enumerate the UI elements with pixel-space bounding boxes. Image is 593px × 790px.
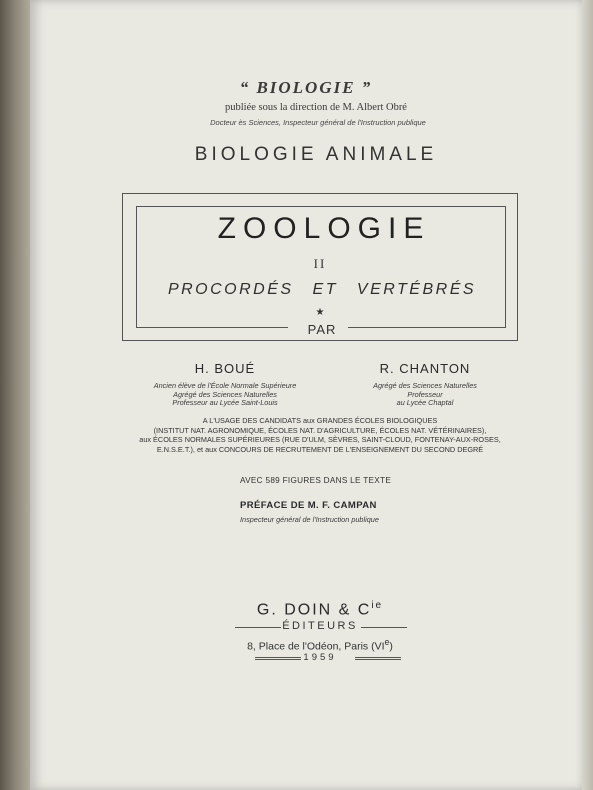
series-publisher-line: publiée sous la direction de M. Albert Obré: [225, 102, 407, 113]
audience-line: A L'USAGE DES CANDIDATS aux GRANDES ÉCOLES BIOLOGIQUES: [202, 416, 438, 425]
author-boue: [130, 361, 320, 408]
author-credential: Agrégé des Sciences Naturelles: [173, 389, 277, 399]
page-edge-right: [582, 0, 593, 790]
audience-line: E.N.S.E.T.), et aux CONCOURS DE RECRUTEMENT DE L'ENSEIGNEMENT DU SECOND DEGRÉ: [156, 444, 484, 454]
director-credentials: Docteur ès Sciences, Inspecteur général de l'Instruction publique: [210, 118, 426, 127]
publisher-address: 8, Place de l'Odéon, Paris (VIe): [247, 637, 393, 653]
publication-year: 1959: [303, 652, 337, 663]
series-title: “ BIOLOGIE ”: [239, 78, 373, 97]
author-credential: Professeur au Lycée Saint-Louis: [172, 398, 278, 408]
author-credential: Professeur: [407, 389, 443, 399]
book-spine-shadow: [0, 0, 34, 790]
star-ornament: ★: [315, 307, 325, 318]
author-chanton: [330, 361, 520, 408]
figure-count: AVEC 589 FIGURES DANS LE TEXTE: [240, 476, 392, 485]
author-name: R. CHANTON: [379, 361, 471, 376]
author-credential: Agrégé des Sciences Naturelles: [373, 381, 477, 390]
audience-line: (INSTITUT NAT. AGRONOMIQUE, ÉCOLES NAT. D'AGRICULTURE, ÉCOLES NAT. VÉTÉRINAIRES),: [153, 425, 487, 435]
publisher-role: ÉDITEURS: [282, 620, 358, 632]
section-heading: BIOLOGIE ANIMALE: [194, 144, 438, 165]
book-title: ZOOLOGIE: [217, 212, 431, 245]
author-name: H. BOUÉ: [194, 361, 256, 376]
preface-author-role: Inspecteur général de l'Instruction publique: [240, 515, 379, 524]
audience-line: aux ÉCOLES NORMALES SUPÉRIEURES (RUE D'ULM, SÈVRES, SAINT-CLOUD, FONTENAY-AUX-ROSES,: [139, 435, 501, 445]
intended-audience: [135, 416, 505, 454]
publisher-name: G. DOIN & $C^{ie}$: [256, 600, 384, 619]
volume-number: II: [313, 256, 327, 271]
author-credential: Ancien élève de l'École Normale Supérieure: [153, 381, 297, 390]
book-subtitle: PROCORDÉS ET VERTÉBRÉS: [167, 281, 477, 298]
preface-credit: PRÉFACE DE M. F. CAMPAN: [240, 500, 377, 511]
by-label: PAR: [307, 322, 337, 337]
author-credential: au Lycée Chaptal: [396, 398, 454, 408]
title-page: [30, 0, 582, 790]
